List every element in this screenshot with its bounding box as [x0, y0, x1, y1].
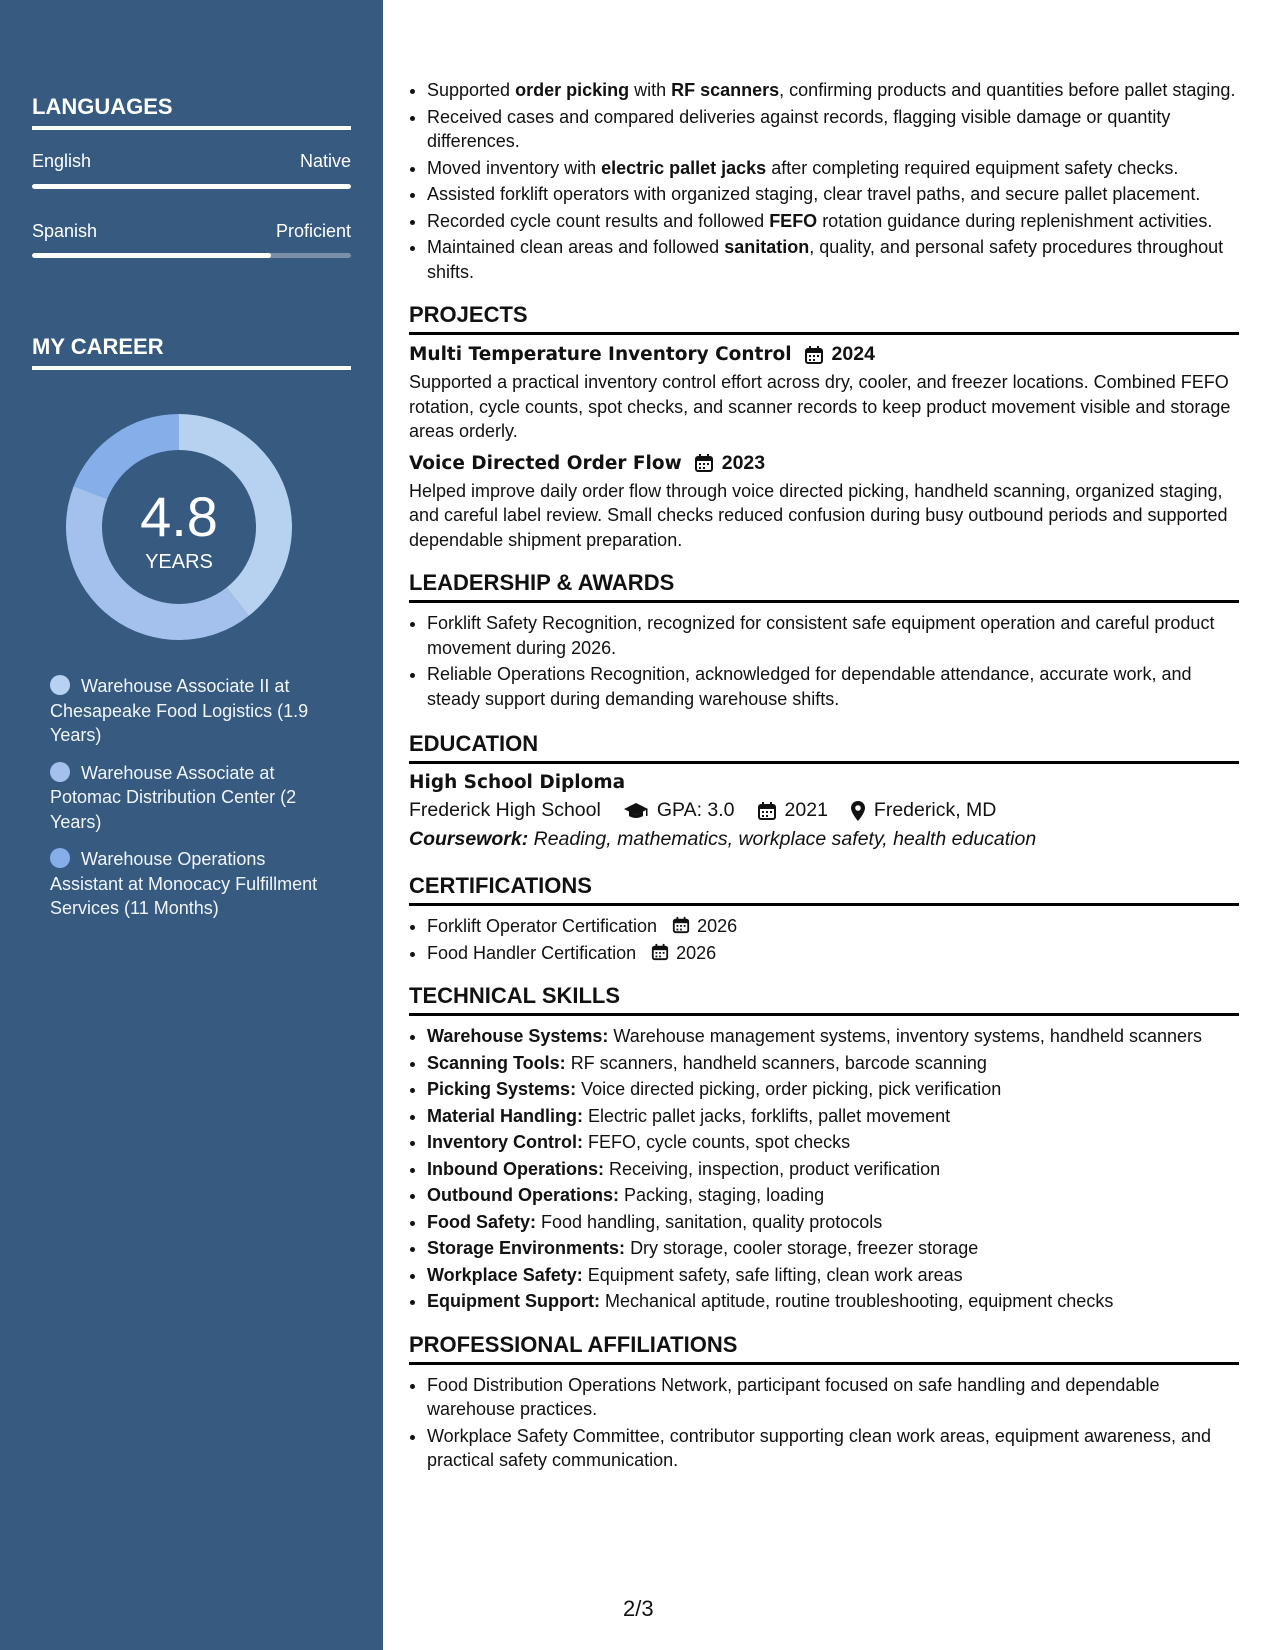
text: after completing required equipment safety checks. — [766, 157, 1179, 178]
degree: High School Diploma — [409, 772, 626, 793]
project-year: 2024 — [831, 343, 875, 365]
skill-value: Packing, staging, loading — [624, 1185, 825, 1205]
career-item-text: Warehouse Associate II at Chesapeake Food Logistics (1.9 Years) — [50, 676, 309, 745]
list-item: • Food Distribution Operations Network, participant focused on safe handling and dependable warehouse practices. — [427, 1373, 1239, 1422]
page-number: 2/3 — [623, 1596, 654, 1621]
skill-value: Dry storage, cooler storage, freezer storage — [630, 1238, 979, 1258]
language-spanish — [32, 221, 351, 242]
career-item — [50, 674, 340, 748]
skill-value: Food handling, sanitation, quality protocols — [541, 1211, 883, 1232]
language-level: Native — [299, 151, 351, 171]
affiliations-list — [409, 1373, 1239, 1473]
cert-year: 2026 — [697, 916, 738, 936]
skill-label: Inventory Control: — [427, 1132, 583, 1152]
project-name: Voice Directed Order Flow — [409, 452, 682, 474]
certifications-title: CERTIFICATIONS — [409, 873, 1239, 906]
career-item — [50, 761, 340, 835]
project-description: Supported a practical inventory control effort across dry, cooler, and freezer locations. Combined FEFO rotation, cycle counts, spot checks, and scanner records to keep product movement visible and storage areas orderly. — [409, 372, 1231, 441]
project-description: Helped improve daily order flow through voice directed picking, handheld scanning, organized staging, and careful label review. Small checks reduced confusion during busy outbound periods and supported dependable shipment preparation. — [409, 480, 1228, 550]
affiliations-title: PROFESSIONAL AFFILIATIONS — [409, 1332, 1239, 1365]
text: Supported — [427, 80, 516, 100]
skill-item — [427, 1210, 1239, 1235]
list-item — [427, 914, 1239, 939]
list-item: • Forklift Safety Recognition, recognized for consistent safe equipment operation and careful product movement during 2026. — [427, 611, 1239, 660]
gpa: GPA: 3.0 — [656, 799, 735, 821]
experience-bullets — [409, 78, 1239, 284]
text: Maintained clean areas and followed — [427, 237, 725, 257]
career-title: MY CAREER — [32, 334, 351, 370]
skill-label: Storage Environments: — [427, 1238, 626, 1258]
language-bar-fill — [32, 253, 271, 258]
skill-item — [427, 1077, 1239, 1102]
experience-bullet — [427, 235, 1239, 284]
bold-text: order picking — [515, 80, 630, 100]
career-list — [50, 674, 340, 934]
career-total: 4.8 — [140, 485, 218, 548]
projects-title: PROJECTS — [409, 302, 1239, 335]
skill-value: RF scanners, handheld scanners, barcode scanning — [570, 1052, 987, 1073]
experience-bullet — [427, 209, 1239, 234]
experience-bullet — [427, 78, 1239, 103]
skill-label: Picking Systems: — [427, 1079, 577, 1099]
cert-name: Forklift Operator Certification — [427, 916, 658, 936]
text: Moved inventory with — [427, 157, 602, 178]
sidebar — [0, 0, 383, 1650]
education-title: EDUCATION — [409, 731, 1239, 764]
map-pin-icon — [850, 800, 866, 822]
text: rotation guidance during replenishment activities. — [817, 210, 1213, 231]
languages-title: LANGUAGES — [32, 94, 351, 130]
leadership-list — [409, 611, 1239, 711]
calendar-icon — [672, 916, 690, 934]
skill-item — [427, 1104, 1239, 1129]
experience-bullet — [427, 105, 1239, 154]
language-level: Proficient — [275, 221, 351, 241]
text: Recorded cycle count results and followed — [427, 210, 770, 231]
coursework-text: Reading, mathematics, workplace safety, health education — [533, 828, 1037, 850]
skills-list — [409, 1024, 1239, 1314]
project-year: 2023 — [721, 451, 766, 474]
calendar-icon — [757, 801, 777, 821]
cert-year: 2026 — [676, 942, 717, 963]
list-item — [427, 941, 1239, 966]
skill-label: Inbound Operations: — [427, 1158, 604, 1179]
bold-text: electric pallet jacks — [601, 157, 767, 178]
project-title — [409, 343, 1239, 366]
location: Frederick, MD — [873, 799, 997, 821]
project-title — [409, 452, 1239, 475]
skill-label: Scanning Tools: — [427, 1052, 566, 1073]
coursework — [409, 828, 1239, 851]
language-name: English — [32, 151, 92, 171]
list-item: • Reliable Operations Recognition, acknowledged for dependable attendance, accurate work, and steady support during demanding warehouse shifts. — [427, 662, 1239, 711]
bold-text: sanitation — [724, 237, 810, 257]
skill-value: Receiving, inspection, product verification — [609, 1158, 941, 1179]
school-name: Frederick High School — [409, 799, 601, 821]
calendar-icon — [804, 345, 824, 365]
skill-label: Food Safety: — [427, 1211, 537, 1232]
career-unit: YEARS — [145, 551, 213, 573]
text: , confirming products and quantities before pallet staging. — [779, 80, 1236, 100]
skill-item — [427, 1263, 1239, 1288]
career-dot — [50, 762, 70, 782]
skill-value: Warehouse management systems, inventory systems, handheld scanners — [613, 1026, 1203, 1046]
career-item-text: Warehouse Associate at Potomac Distribution Center (2 Years) — [50, 762, 297, 832]
skill-item — [427, 1024, 1239, 1049]
bold-text: FEFO — [769, 210, 818, 231]
skill-label: Workplace Safety: — [427, 1264, 583, 1285]
language-bar-spanish — [32, 253, 351, 258]
career-dot — [50, 848, 70, 868]
skill-item — [427, 1051, 1239, 1076]
calendar-icon — [694, 453, 714, 473]
skill-item — [427, 1183, 1239, 1208]
skill-item — [427, 1130, 1239, 1155]
graduation-cap-icon — [623, 801, 649, 821]
career-item-text: Warehouse Operations Assistant at Monocacy Fulfillment Services (11 Months) — [50, 849, 318, 918]
text: Assisted forklift operators with organized staging, clear travel paths, and secure pallet placement. — [427, 184, 1201, 204]
experience-bullet — [427, 156, 1239, 181]
language-name: Spanish — [32, 221, 98, 241]
skill-item — [427, 1236, 1239, 1261]
skill-label: Equipment Support: — [427, 1291, 600, 1311]
coursework-label: Coursework: — [409, 828, 529, 850]
graduation-year: 2021 — [784, 799, 828, 821]
text: with — [629, 80, 672, 100]
skill-value: Mechanical aptitude, routine troubleshooting, equipment checks — [605, 1291, 1114, 1311]
leadership-title: LEADERSHIP & AWARDS — [409, 570, 1239, 603]
skill-value: Equipment safety, safe lifting, clean work areas — [587, 1264, 963, 1285]
language-bar-english — [32, 184, 351, 189]
education-details — [409, 799, 1239, 822]
experience-bullet — [427, 182, 1239, 207]
calendar-icon — [651, 943, 669, 961]
career-dot — [50, 675, 70, 695]
language-bar-fill — [32, 184, 351, 189]
list-item: • Workplace Safety Committee, contributor supporting clean work areas, equipment awareness, and practical safety communication. — [427, 1424, 1239, 1473]
text: Received cases and compared deliveries against records, flagging visible damage or quantity differences. — [427, 106, 1171, 151]
skill-value: FEFO, cycle counts, spot checks — [588, 1132, 851, 1152]
skill-value: Voice directed picking, order picking, pick verification — [581, 1079, 1002, 1099]
skill-label: Outbound Operations: — [427, 1185, 619, 1205]
skill-value: Electric pallet jacks, forklifts, pallet movement — [588, 1105, 951, 1126]
skills-title: TECHNICAL SKILLS — [409, 983, 1239, 1016]
skill-item — [427, 1289, 1239, 1314]
cert-name: Food Handler Certification — [427, 942, 637, 963]
text: , quality, and personal safety procedures throughout shifts. — [427, 237, 1224, 282]
skill-label: Warehouse Systems: — [427, 1026, 609, 1046]
main-content — [409, 78, 1239, 1475]
skill-label: Material Handling: — [427, 1105, 584, 1126]
bold-text: RF scanners — [671, 80, 780, 100]
certifications-list — [409, 914, 1239, 965]
project-name: Multi Temperature Inventory Control — [409, 344, 792, 365]
career-item — [50, 847, 340, 921]
language-english — [32, 151, 351, 172]
skill-item — [427, 1157, 1239, 1182]
career-donut-chart — [66, 414, 292, 640]
